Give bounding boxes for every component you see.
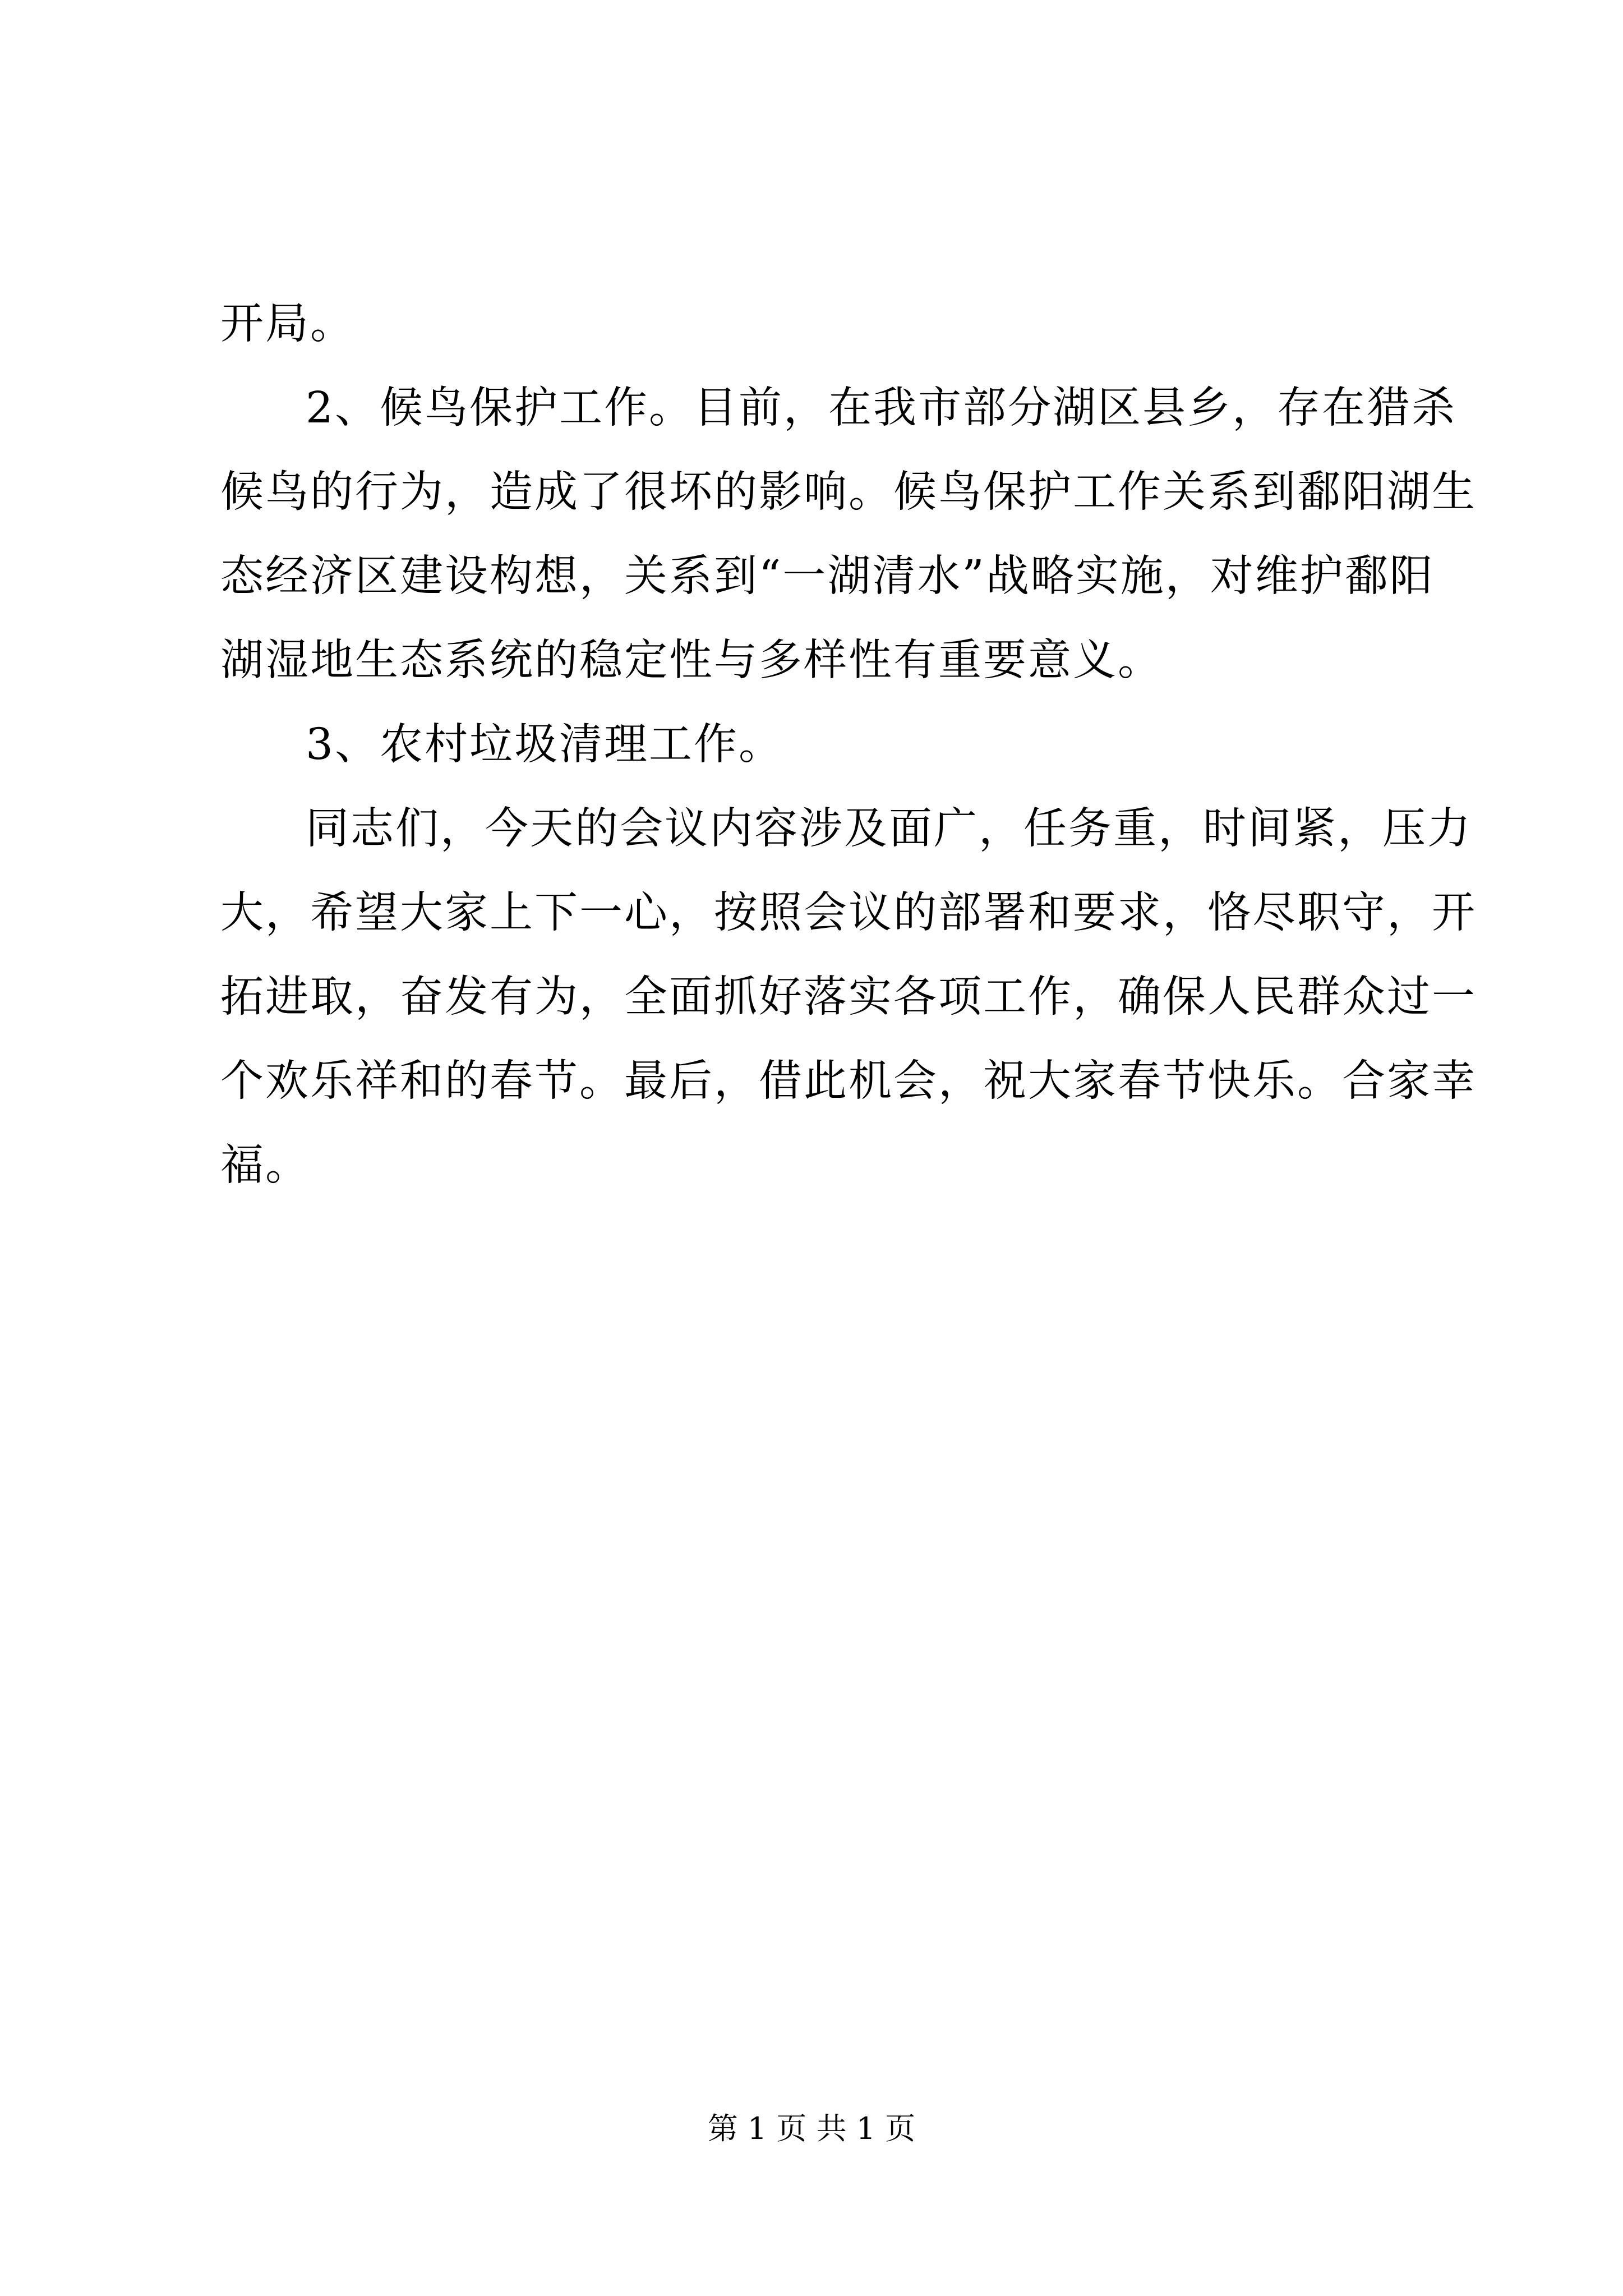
page-number-footer: 第 1 页 共 1 页 <box>707 2111 916 2146</box>
text-line: 态经济区建设构想，关系到“一湖清水”战略实施，对维护鄱阳 <box>220 551 1435 601</box>
text-line: 同志们，今天的会议内容涉及面广，任务重，时间紧，压力 <box>306 804 1472 854</box>
text-line: 湖湿地生态系统的稳定性与多样性有重要意义。 <box>220 636 1163 685</box>
text-line: 2、候鸟保护工作。目前，在我市部分湖区县乡，存在猎杀 <box>306 383 1456 433</box>
text-line: 3、农村垃圾清理工作。 <box>306 720 783 770</box>
text-line: 候鸟的行为，造成了很坏的影响。候鸟保护工作关系到鄱阳湖生 <box>220 467 1477 517</box>
text-line: 拓进取，奋发有为，全面抓好落实各项工作，确保人民群众过一 <box>220 972 1477 1022</box>
text-line: 大，希望大家上下一心，按照会议的部署和要求，恪尽职守，开 <box>220 888 1477 938</box>
text-line: 福。 <box>220 1140 310 1190</box>
text-line: 个欢乐祥和的春节。最后，借此机会，祝大家春节快乐。合家幸 <box>220 1056 1477 1106</box>
text-line: 开局。 <box>220 299 355 349</box>
